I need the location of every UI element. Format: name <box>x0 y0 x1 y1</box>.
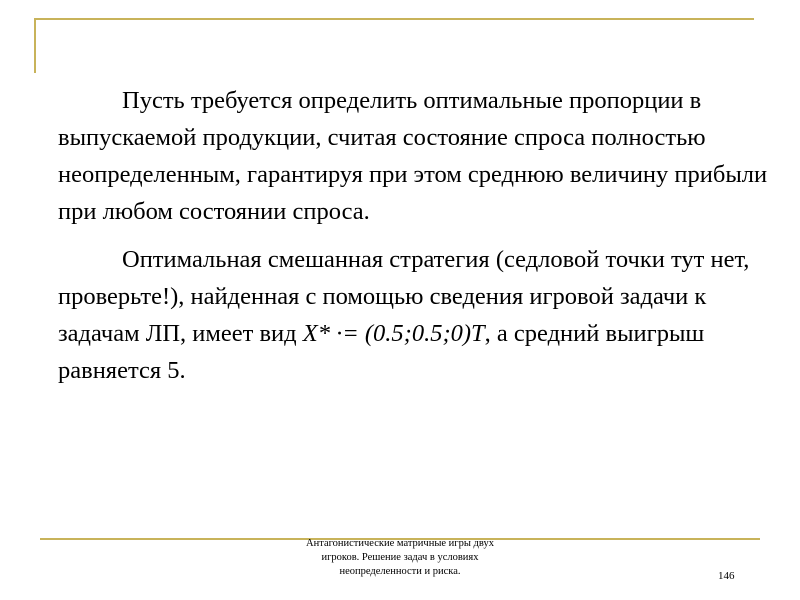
footer-caption-line-3: неопределенности и риска. <box>339 566 461 577</box>
footer-caption-line-1: Антагонистические матричные игры двух <box>306 538 494 549</box>
slide-number: 146 <box>718 570 735 582</box>
paragraph-2-text-start: Оптимальная смешанная стратегия (седловой точки тут нет, проверьте!), найденная с помощью сведения игровой задачи к задачам ЛП, имеет вид <box>58 246 750 347</box>
paragraph-2 <box>58 241 778 389</box>
footer-caption <box>270 537 530 579</box>
paragraph-1: Пусть требуется определить оптимальные пропорции в выпускаемой продукции, считая состояние спроса полностью неопределенным, гарантируя при этом среднюю величину прибыли при любом состоянии спроса. <box>58 87 768 225</box>
paragraph-2-text-end: , а средний выигрыш равняется 5. <box>58 320 705 384</box>
slide-body <box>58 82 778 389</box>
top-decorative-line <box>34 18 754 20</box>
left-decorative-line <box>34 18 36 73</box>
footer-caption-line-2: игроков. Решение задач в условиях <box>321 552 479 563</box>
strategy-formula: X* ·= (0.5;0.5;0)T <box>302 320 485 347</box>
